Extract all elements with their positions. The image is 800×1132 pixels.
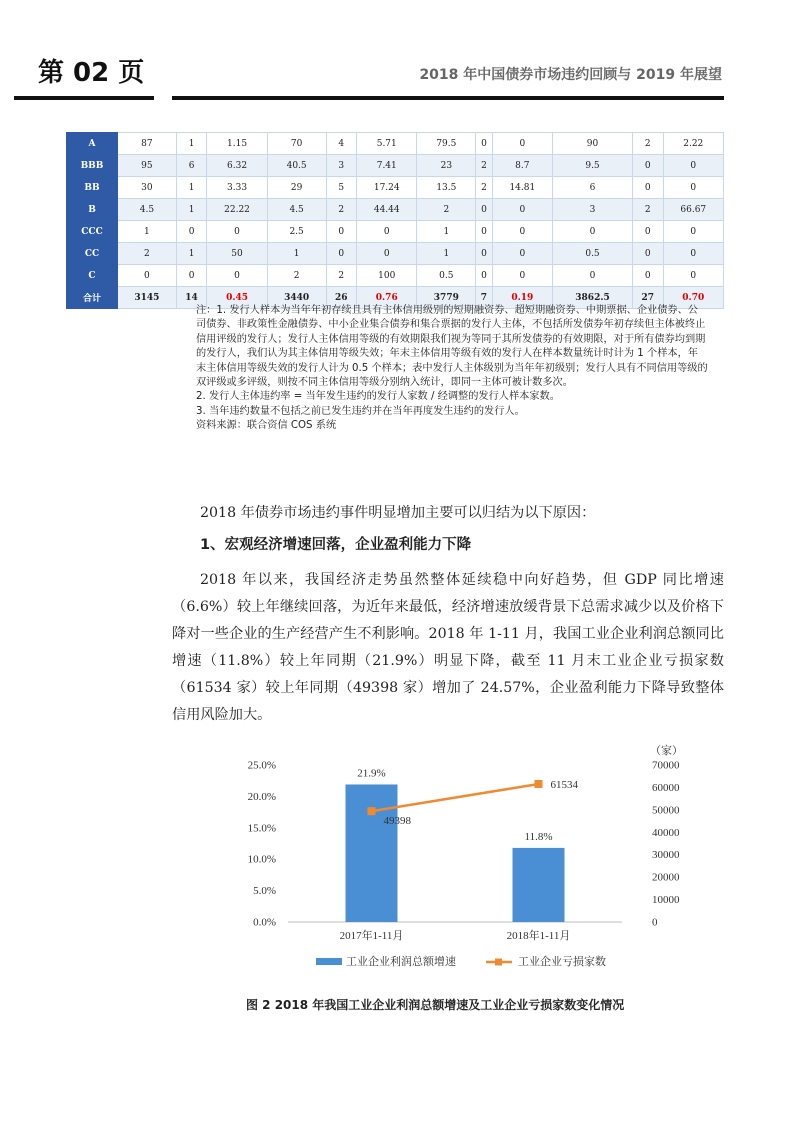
table-cell: 0.70 <box>663 287 723 309</box>
table-cell: 4.5 <box>118 199 177 221</box>
table-cell: 95 <box>118 155 177 177</box>
row-label: BBB <box>67 155 118 177</box>
table-cell: 70 <box>267 133 326 155</box>
table-cell: 2.5 <box>267 221 326 243</box>
table-cell: 0 <box>663 221 723 243</box>
table-cell: 40.5 <box>267 155 326 177</box>
table-cell: 1 <box>118 221 177 243</box>
table-row <box>67 221 724 243</box>
line-data-label: 61534 <box>550 778 578 791</box>
table-cell: 0 <box>176 221 207 243</box>
table-cell: 3 <box>326 155 357 177</box>
table-cell: 1 <box>176 133 207 155</box>
line-data-label: 49398 <box>383 815 411 828</box>
table-cell: 8.7 <box>492 155 552 177</box>
table-cell: 3145 <box>118 287 177 309</box>
note-1: 注：1. 发行人样本为当年年初存续且具有主体信用级别的短期融资券、超短期融资券、中期票据、企业债券、公司债券、非政策性金融债券、中小企业集合债券和集合票据的发行人主体，不包括所发债券年初存续但主体被终止信用评级的发行人；发行人主体信用等级的有效期限我们视为等同于其所发债券的有效期限，对于所有债券均到期的发行人，我们认为其主体信用等级失效；年末主体信用等级有效的发行人在样本数量统计时计为 1 个样本，年末主体信用等级失效的发行人计为 0.5 个样本；表中发行人主体级别为当年年初级别；发行人具有不同信用等级的双评级或多评级，则按不同主体信用等级分别纳入统计，即同一主体可被计数多次。 <box>196 305 708 389</box>
bar-data-label: 21.9% <box>357 767 386 780</box>
table-cell: 6 <box>553 177 633 199</box>
table-cell: 9.5 <box>553 155 633 177</box>
right-axis-tick-label: 20000 <box>652 871 680 884</box>
row-label: BB <box>67 177 118 199</box>
table-cell: 0 <box>357 221 417 243</box>
table-cell: 0 <box>663 243 723 265</box>
table-cell: 2 <box>633 133 664 155</box>
table-cell: 0 <box>633 243 664 265</box>
bar <box>346 784 398 922</box>
table-cell: 2 <box>417 199 476 221</box>
note-3: 3. 当年违约数量不包括之前已发生违约并在当年再度发生违约的发行人。 <box>196 405 525 417</box>
table-cell: 0.5 <box>417 265 476 287</box>
table-cell: 87 <box>118 133 177 155</box>
left-axis-tick-label: 5.0% <box>253 885 276 898</box>
table-cell: 2 <box>326 199 357 221</box>
row-label: A <box>67 133 118 155</box>
table-cell: 2 <box>633 199 664 221</box>
right-axis-tick-label: 0 <box>652 916 658 929</box>
table-cell: 0 <box>492 265 552 287</box>
table-cell: 1 <box>417 243 476 265</box>
line-marker <box>535 780 543 788</box>
document-title: 2018 年中国债券市场违约回顾与 2019 年展望 <box>419 67 722 83</box>
table-cell: 0 <box>553 265 633 287</box>
table-cell: 0 <box>492 243 552 265</box>
left-axis-tick-label: 20.0% <box>247 790 276 803</box>
table-cell: 0 <box>207 221 267 243</box>
table-cell: 0 <box>492 221 552 243</box>
bar <box>513 848 565 922</box>
table-cell: 2 <box>118 243 177 265</box>
table-cell: 0 <box>476 243 492 265</box>
table-cell: 0 <box>492 133 552 155</box>
table-cell: 14.81 <box>492 177 552 199</box>
table-cell: 4 <box>326 133 357 155</box>
legend-bar-swatch <box>316 958 342 965</box>
row-label: B <box>67 199 118 221</box>
right-axis-unit: （家） <box>650 745 683 757</box>
note-source: 资料来源：联合资信 COS 系统 <box>196 420 337 432</box>
right-axis-tick-label: 60000 <box>652 781 680 794</box>
line-marker <box>368 807 376 815</box>
table-cell: 0 <box>633 155 664 177</box>
left-axis-tick-label: 15.0% <box>247 822 276 835</box>
table-cell: 6.32 <box>207 155 267 177</box>
table-cell: 0 <box>663 177 723 199</box>
table-cell: 2 <box>326 265 357 287</box>
left-axis-tick-label: 25.0% <box>247 759 276 772</box>
table-notes <box>196 304 708 434</box>
table-cell: 0 <box>633 265 664 287</box>
table-cell: 0 <box>476 199 492 221</box>
table-cell: 1 <box>176 243 207 265</box>
table-cell: 0 <box>553 221 633 243</box>
table-cell: 0 <box>476 221 492 243</box>
table-cell: 0 <box>176 265 207 287</box>
table-cell: 7 <box>476 287 492 309</box>
table-cell: 1 <box>417 221 476 243</box>
right-axis-tick-label: 70000 <box>652 759 680 772</box>
right-axis-tick-label: 30000 <box>652 849 680 862</box>
table-cell: 90 <box>553 133 633 155</box>
table-cell: 3779 <box>417 287 476 309</box>
left-axis-tick-label: 0.0% <box>253 916 276 929</box>
table-cell: 2 <box>476 177 492 199</box>
table-cell: 50 <box>207 243 267 265</box>
x-axis-tick-label: 2018年1-11月 <box>506 930 571 942</box>
header-rule-left <box>14 96 154 100</box>
table-row <box>67 177 724 199</box>
table-cell: 2 <box>476 155 492 177</box>
table-cell: 0.5 <box>553 243 633 265</box>
section-heading: 1、宏观经济增速回落，企业盈利能力下降 <box>200 537 472 553</box>
table-cell: 0 <box>326 243 357 265</box>
table-cell: 23 <box>417 155 476 177</box>
table-body <box>67 133 724 309</box>
table-cell: 5.71 <box>357 133 417 155</box>
default-rate-table <box>66 132 724 309</box>
header-rule-right <box>172 96 724 100</box>
bar-data-label: 11.8% <box>524 830 553 843</box>
table-row <box>67 243 724 265</box>
table-cell: 100 <box>357 265 417 287</box>
table-cell: 0.76 <box>357 287 417 309</box>
table-cell: 3440 <box>267 287 326 309</box>
legend-line-marker <box>495 959 502 966</box>
table-cell: 0 <box>633 221 664 243</box>
table-cell: 22.22 <box>207 199 267 221</box>
right-axis-tick-label: 10000 <box>652 894 680 907</box>
table-cell: 0 <box>492 199 552 221</box>
intro-paragraph: 2018 年债券市场违约事件明显增加主要可以归结为以下原因： <box>200 505 596 521</box>
table-cell: 1 <box>267 243 326 265</box>
table-cell: 1 <box>176 199 207 221</box>
table-cell: 26 <box>326 287 357 309</box>
note-2: 2. 发行人主体违约率 = 当年发生违约的发行人家数 / 经调整的发行人样本家数。 <box>196 391 560 403</box>
table-cell: 0 <box>118 265 177 287</box>
table-cell: 0 <box>663 265 723 287</box>
table-cell: 3 <box>553 199 633 221</box>
table-cell: 2 <box>267 265 326 287</box>
body-paragraph: 2018 年以来，我国经济走势虽然整体延续稳中向好趋势，但 GDP 同比增速（6.6%）较上年继续回落，为近年来最低，经济增速放缓背景下总需求减少以及价格下降对一些企业的生产经营产生不利影响。2018 年 1-11 月，我国工业企业利润总额同比增速（11.8%）较上年同期（21.9%）明显下降，截至 11 月末工业企业亏损家数（61534 家）较上年同期（49398 家）增加了 24.57%，企业盈利能力下降导致整体信用风险加大。 <box>172 572 724 723</box>
right-axis-tick-label: 40000 <box>652 826 680 839</box>
table-cell: 79.5 <box>417 133 476 155</box>
table-cell: 4.5 <box>267 199 326 221</box>
table-cell: 0.45 <box>207 287 267 309</box>
table-cell: 0 <box>633 177 664 199</box>
table-cell: 6 <box>176 155 207 177</box>
table-cell: 5 <box>326 177 357 199</box>
table-cell: 29 <box>267 177 326 199</box>
table-row <box>67 199 724 221</box>
table-cell: 0 <box>663 155 723 177</box>
table-cell: 66.67 <box>663 199 723 221</box>
legend-line-label: 工业企业亏损家数 <box>518 956 606 968</box>
table-cell: 27 <box>633 287 664 309</box>
table-cell: 1.15 <box>207 133 267 155</box>
left-axis-tick-label: 10.0% <box>247 853 276 866</box>
table-cell: 3.33 <box>207 177 267 199</box>
page-header <box>0 0 800 110</box>
table-cell: 3862.5 <box>553 287 633 309</box>
table-row <box>67 133 724 155</box>
table-cell: 7.41 <box>357 155 417 177</box>
legend-bar-label: 工业企业利润总额增速 <box>346 956 456 968</box>
profit-loss-chart <box>230 738 690 978</box>
table-cell: 0 <box>326 221 357 243</box>
table-cell: 0 <box>476 133 492 155</box>
row-label: 合计 <box>67 287 118 309</box>
table-cell: 14 <box>176 287 207 309</box>
table-cell: 44.44 <box>357 199 417 221</box>
table-cell: 0 <box>207 265 267 287</box>
table-cell: 1 <box>176 177 207 199</box>
right-axis-tick-label: 50000 <box>652 804 680 817</box>
row-label: CC <box>67 243 118 265</box>
figure-caption: 图 2 2018 年我国工业企业利润总额增速及工业企业亏损家数变化情况 <box>246 998 625 1012</box>
table-cell: 0.19 <box>492 287 552 309</box>
table-cell: 17.24 <box>357 177 417 199</box>
page-number: 第 02 页 <box>38 58 145 88</box>
row-label: C <box>67 265 118 287</box>
x-axis-tick-label: 2017年1-11月 <box>339 930 404 942</box>
table-cell: 13.5 <box>417 177 476 199</box>
table-row <box>67 265 724 287</box>
table-cell: 30 <box>118 177 177 199</box>
table-cell: 0 <box>357 243 417 265</box>
row-label: CCC <box>67 221 118 243</box>
table-row <box>67 155 724 177</box>
table-cell: 2.22 <box>663 133 723 155</box>
table-cell: 0 <box>476 265 492 287</box>
